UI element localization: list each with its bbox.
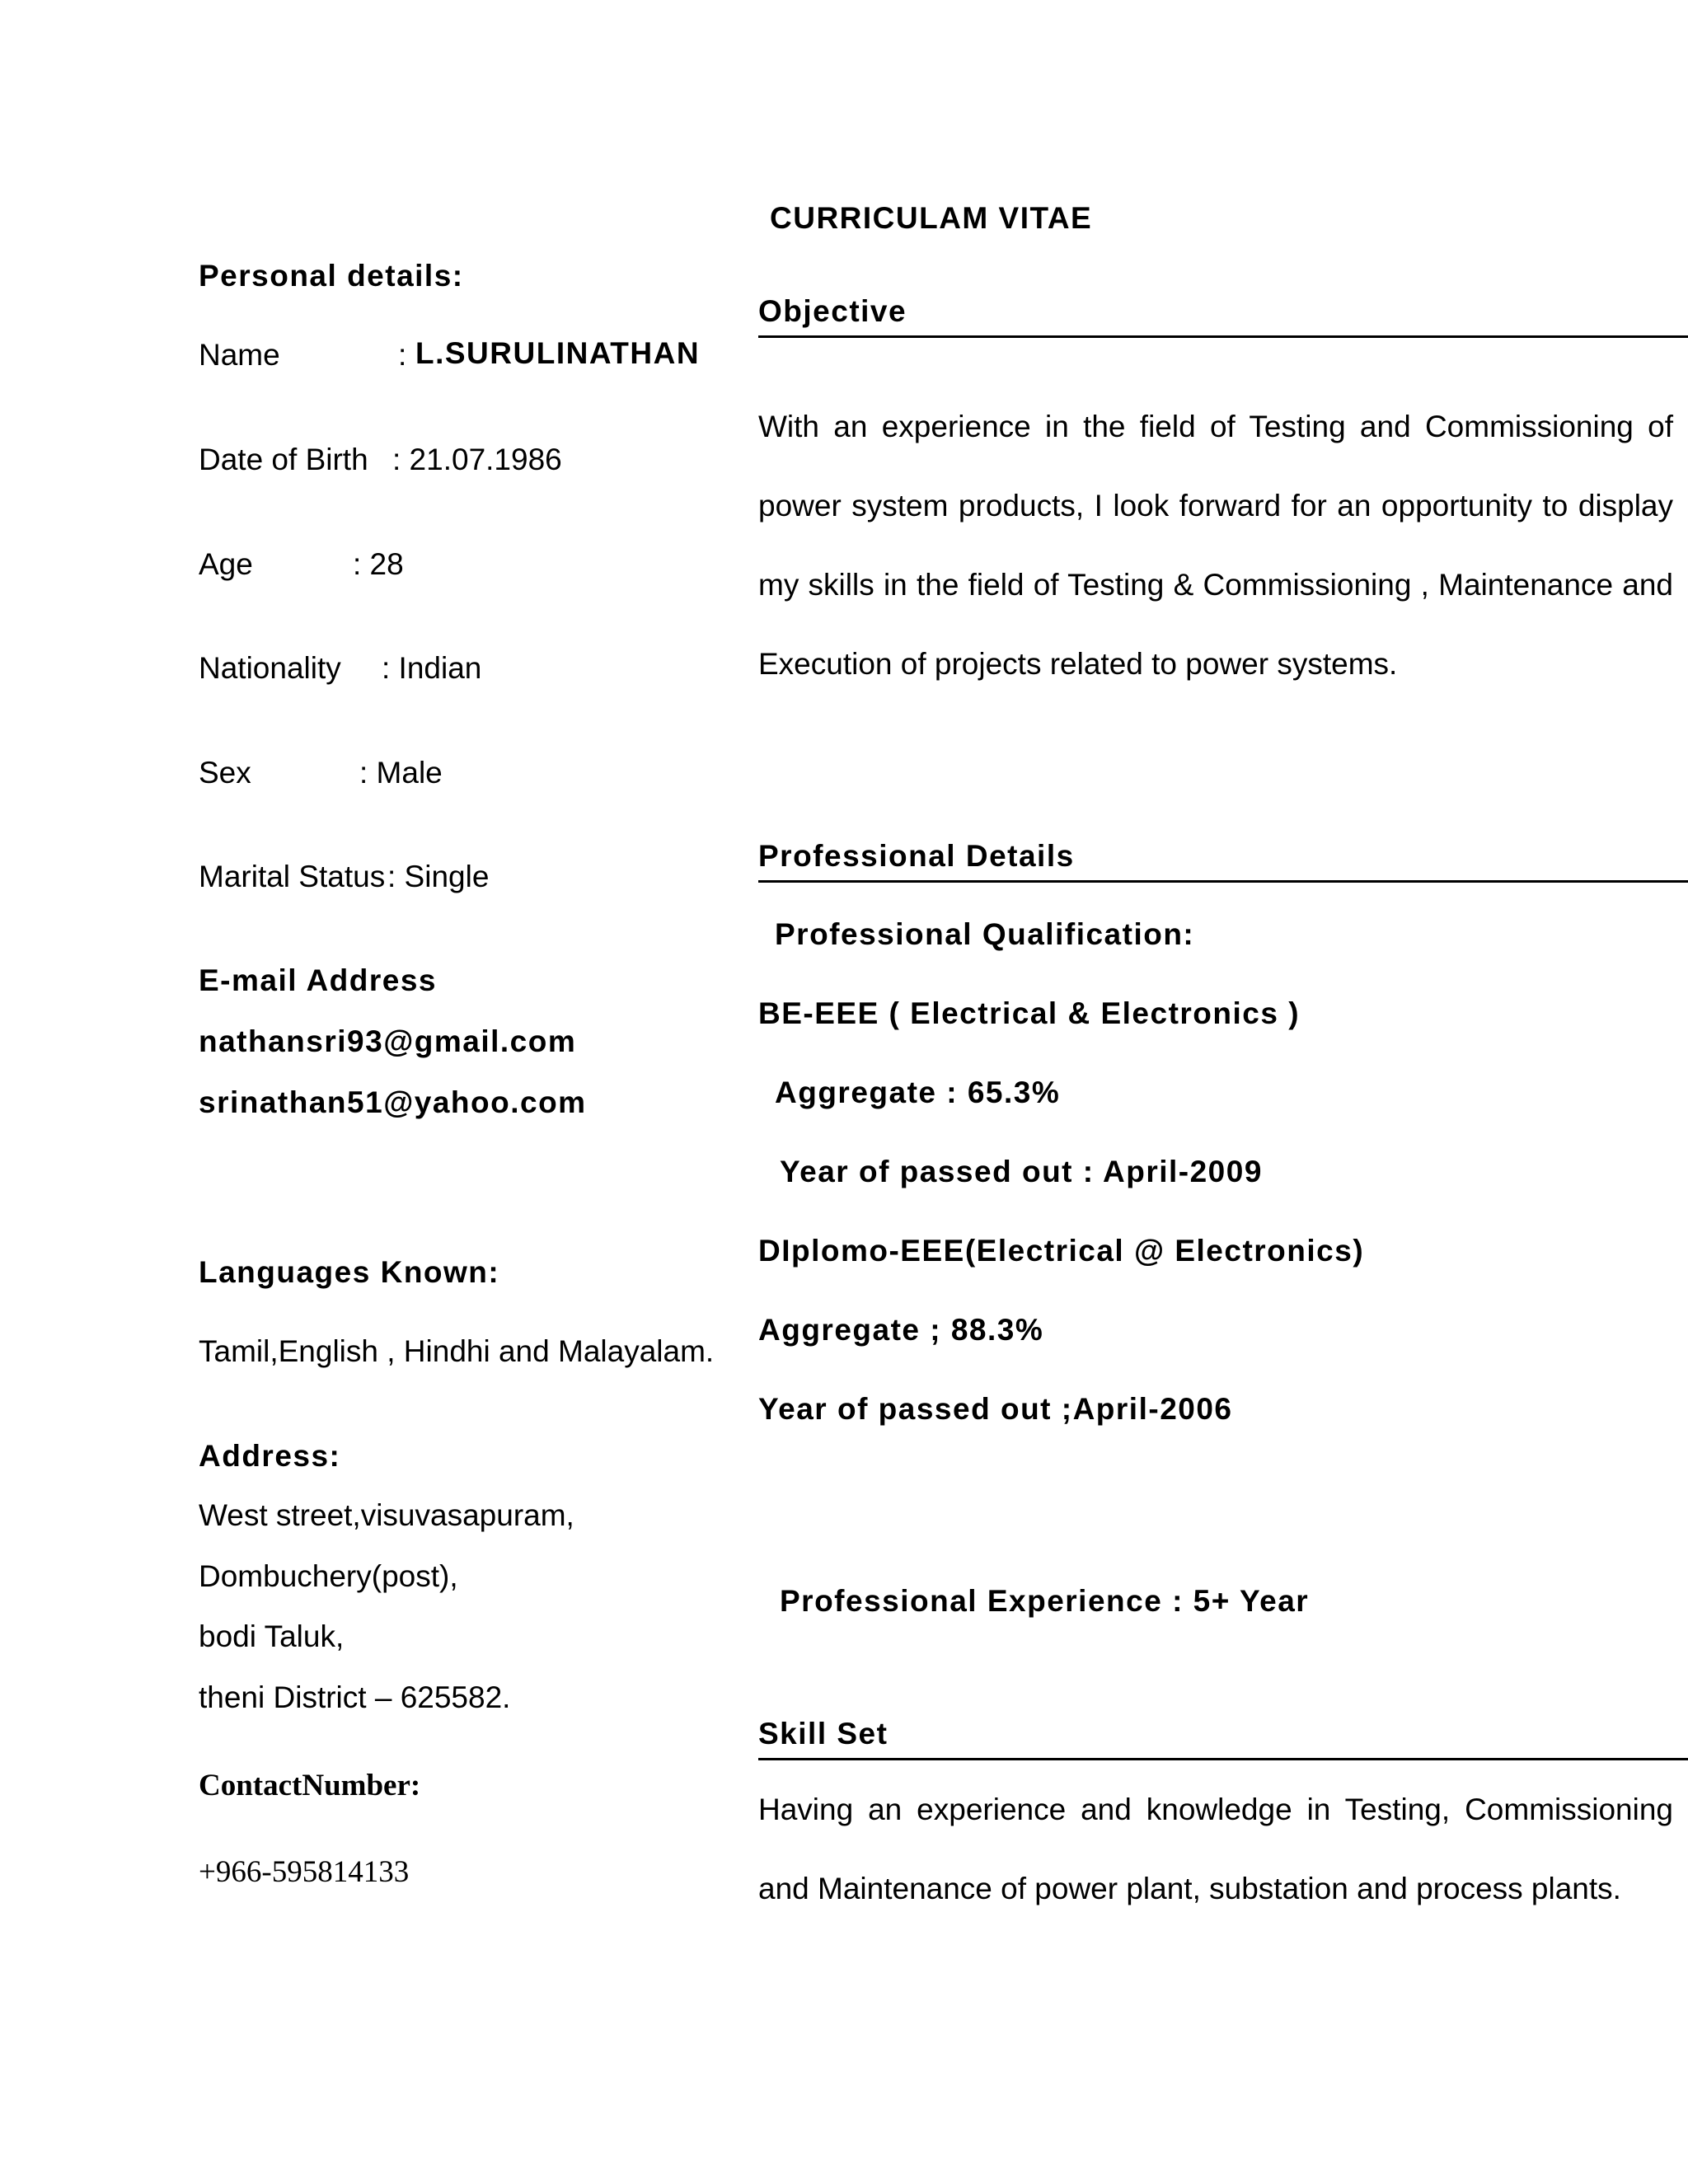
objective-line: With an experience in the field of Testing and Commissioning of [758, 410, 1673, 443]
nationality-value: : Indian [382, 651, 482, 685]
age-value: : 28 [353, 547, 404, 581]
marital-status-label: Marital Status [199, 860, 386, 893]
name-value: L.SURULINATHAN [415, 336, 701, 370]
objective-line: power system products, I look forward for an opportunity to display [758, 489, 1673, 523]
degree-aggregate: Aggregate : 65.3% [775, 1076, 1061, 1109]
address-line-1: West street,visuvasapuram, [199, 1498, 574, 1532]
skill-set-line: Having an experience and knowledge in Testing, Commissioning [758, 1793, 1673, 1826]
professional-details-heading: Professional Details [758, 839, 1075, 873]
document-title: CURRICULAM VITAE [770, 201, 1093, 235]
professional-experience: Professional Experience : 5+ Year [780, 1584, 1310, 1618]
languages-value: Tamil,English , Hindhi and Malayalam. [199, 1334, 715, 1368]
email-secondary: srinathan51@yahoo.com [199, 1085, 587, 1119]
address-line-4: theni District – 625582. [199, 1680, 511, 1714]
marital-status-value: : Single [387, 860, 490, 893]
address-line-2: Dombuchery(post), [199, 1559, 458, 1593]
professional-details-rule [758, 880, 1688, 883]
skill-set-rule [758, 1758, 1688, 1760]
name-separator: : [398, 338, 407, 372]
diploma-year: Year of passed out ;April-2006 [758, 1392, 1233, 1426]
name-label: Name [199, 338, 280, 372]
diploma-aggregate: Aggregate ; 88.3% [758, 1313, 1044, 1347]
dob-label: Date of Birth [199, 443, 368, 476]
objective-rule [758, 335, 1688, 338]
address-heading: Address: [199, 1439, 341, 1473]
skill-set-heading: Skill Set [758, 1717, 889, 1750]
skill-set-line: and Maintenance of power plant, substation and process plants. [758, 1872, 1621, 1905]
sex-label: Sex [199, 756, 251, 790]
nationality-label: Nationality [199, 651, 341, 685]
dob-value: : 21.07.1986 [392, 443, 562, 476]
sex-value: : Male [359, 756, 443, 790]
objective-line: Execution of projects related to power systems. [758, 647, 1398, 681]
diploma: DIplomo-EEE(Electrical @ Electronics) [758, 1234, 1365, 1268]
contact-heading: ContactNumber: [199, 1769, 421, 1802]
contact-number: +966-595814133 [199, 1855, 410, 1889]
objective-text [758, 387, 1673, 704]
objective-line: my skills in the field of Testing & Commissioning , Maintenance and [758, 568, 1673, 602]
personal-details-heading: Personal details: [199, 259, 464, 293]
skill-set-text [758, 1770, 1673, 1929]
degree: BE-EEE ( Electrical & Electronics ) [758, 996, 1301, 1030]
email-heading: E-mail Address [199, 963, 437, 997]
objective-heading: Objective [758, 294, 907, 328]
degree-year: Year of passed out : April-2009 [780, 1155, 1263, 1188]
languages-heading: Languages Known: [199, 1255, 500, 1289]
qualification-heading: Professional Qualification: [775, 917, 1195, 951]
address-line-3: bodi Taluk, [199, 1619, 345, 1653]
age-label: Age [199, 547, 253, 581]
email-primary: nathansri93@gmail.com [199, 1024, 577, 1058]
